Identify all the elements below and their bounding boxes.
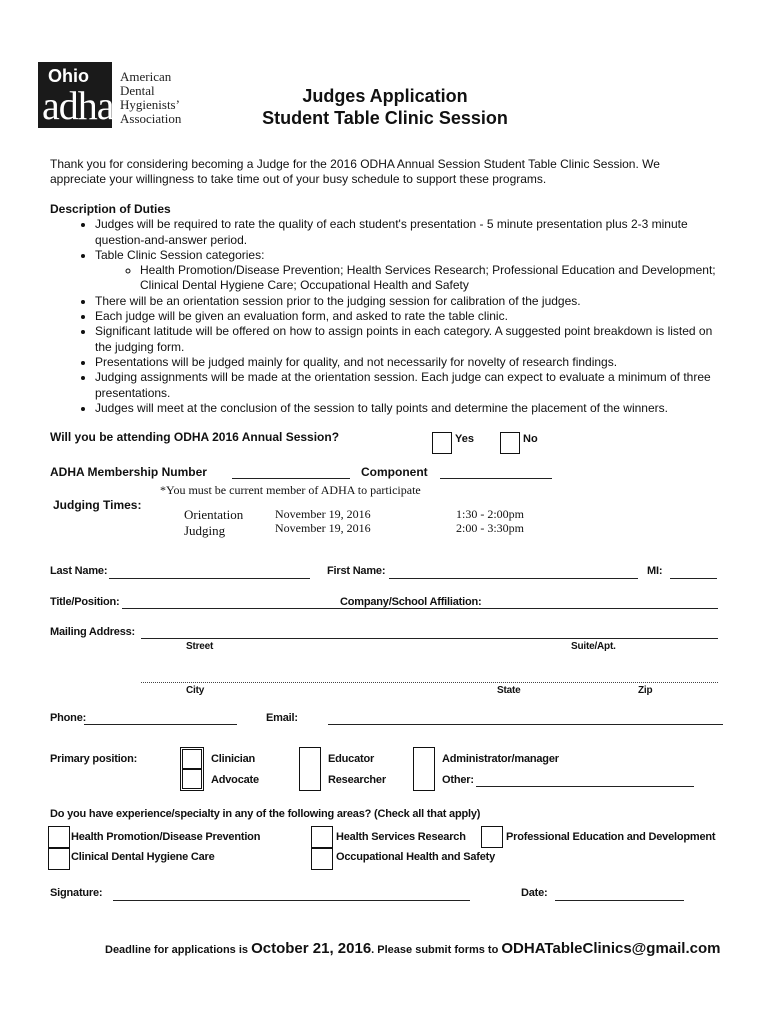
intro-line: Thank you for considering becoming a Judge for the 2016 ODHA Annual Session Student Table Clinic Session. We <box>50 157 660 171</box>
attending-question: Will you be attending ODHA 2016 Annual Session? <box>50 430 340 444</box>
logo-acronym: adha <box>42 83 114 128</box>
clinician-label: Clinician <box>211 753 256 765</box>
primary-position-checkbox-group <box>413 747 435 791</box>
primary-position-checkbox-group <box>299 747 321 791</box>
duty-item: • There will be an orientation session prior to the judging session for calibration of the judges. <box>95 294 730 309</box>
logo-org-line: American <box>120 69 172 84</box>
title-company-field[interactable] <box>122 608 718 609</box>
professional-education-checkbox[interactable] <box>481 826 503 848</box>
footer-middle: . Please submit forms to <box>371 944 502 956</box>
city-state-zip-field[interactable] <box>141 682 718 683</box>
duty-item: • Presentations will be judged mainly for quality, and not necessarily for novelty of research findings. <box>95 355 730 370</box>
date-label: Date: <box>521 887 548 899</box>
logo-org-line: Dental <box>120 83 155 98</box>
company-label: Company/School Affiliation: <box>340 596 482 608</box>
suite-caption: Suite/Apt. <box>571 641 616 652</box>
deadline-date: October 21, 2016 <box>251 940 372 957</box>
duties-list <box>50 217 730 416</box>
session-date: November 19, 2016 <box>275 521 371 535</box>
first-name-label: First Name: <box>327 565 386 577</box>
component-field[interactable] <box>440 478 552 479</box>
last-name-label: Last Name: <box>50 565 108 577</box>
street-field[interactable] <box>141 638 718 639</box>
membership-number-field[interactable] <box>232 478 350 479</box>
experience-question: Do you have experience/specialty in any of the following areas? (Check all that apply) <box>50 808 481 820</box>
page-subtitle: Student Table Clinic Session <box>262 108 508 128</box>
advocate-label: Advocate <box>211 774 259 786</box>
first-name-field[interactable] <box>389 578 638 579</box>
attending-yes-checkbox[interactable] <box>432 432 452 454</box>
last-name-field[interactable] <box>109 578 310 579</box>
duty-item-text: Table Clinic Session categories: <box>95 247 265 262</box>
date-field[interactable] <box>555 900 684 901</box>
logo-state: Ohio <box>48 66 89 86</box>
mi-field[interactable] <box>670 578 717 579</box>
primary-position-label: Primary position: <box>50 753 138 765</box>
signature-label: Signature: <box>50 887 103 899</box>
duty-item: • Judging assignments will be made at the orientation session. Each judge can expect to evaluate a minimum of three presentations. <box>95 370 730 401</box>
component-label: Component <box>361 465 428 479</box>
session-name: Orientation <box>184 507 244 522</box>
mailing-address-label: Mailing Address: <box>50 626 136 638</box>
intro-line: appreciate your willingness to take time out of your busy schedule to support these programs. <box>50 172 547 186</box>
logo-org-line: Association <box>120 111 182 126</box>
duty-item: • Judges will be required to rate the quality of each student's presentation - 5 minute presentation plus 2-3 minute question-and-answer period. <box>95 217 730 248</box>
other-label: Other: <box>442 774 474 786</box>
email-label: Email: <box>266 712 298 724</box>
advocate-checkbox[interactable] <box>182 769 202 789</box>
duty-item <box>95 248 730 294</box>
mi-label: MI: <box>647 565 663 577</box>
session-time: 1:30 - 2:00pm <box>456 507 524 521</box>
duty-item: • Each judge will be given an evaluation form, and asked to rate the table clinic. <box>95 309 730 324</box>
intro-paragraph <box>50 157 740 187</box>
judging-times-label: Judging Times: <box>53 498 142 512</box>
other-field[interactable] <box>476 786 694 787</box>
health-promotion-label: Health Promotion/Disease Prevention <box>71 831 261 843</box>
clinical-care-checkbox[interactable] <box>48 848 70 870</box>
attending-no-checkbox[interactable] <box>500 432 520 454</box>
email-field[interactable] <box>328 724 723 725</box>
membership-note: *You must be current member of ADHA to participate <box>160 483 421 497</box>
membership-label: ADHA Membership Number <box>50 465 207 479</box>
session-date: November 19, 2016 <box>275 507 371 521</box>
duties-heading: Description of Duties <box>50 202 171 216</box>
researcher-label: Researcher <box>328 774 386 786</box>
footer-prefix: Deadline for applications is <box>105 944 252 956</box>
duty-item: • Judges will meet at the conclusion of the session to tally points and determine the placement of the winners. <box>95 401 730 416</box>
educator-label: Educator <box>328 753 375 765</box>
footer-deadline <box>105 940 721 958</box>
zip-caption: Zip <box>638 685 653 696</box>
city-caption: City <box>186 685 205 696</box>
phone-label: Phone: <box>50 712 87 724</box>
duty-item: • Significant latitude will be offered on how to assign points in each category. A suggested point breakdown is listed on the judging form. <box>95 324 730 355</box>
state-caption: State <box>497 685 521 696</box>
street-caption: Street <box>186 641 214 652</box>
duties-section <box>50 202 730 416</box>
session-name: Judging <box>184 523 226 538</box>
submission-email-link[interactable]: ODHATableClinics@gmail.com <box>501 940 721 957</box>
occupational-health-label: Occupational Health and Safety <box>336 851 496 863</box>
phone-field[interactable] <box>84 724 237 725</box>
health-promotion-checkbox[interactable] <box>48 826 70 848</box>
attending-yes-label: Yes <box>455 433 474 445</box>
categories-item: ◦ Health Promotion/Disease Prevention; Health Services Research; Professional Education and Development; Clinical Dental Hygiene Care; Occupational Health and Safety <box>140 263 730 294</box>
title-position-label: Title/Position: <box>50 596 120 608</box>
logo-org-line: Hygienists’ <box>120 97 180 112</box>
administrator-label: Administrator/manager <box>442 753 559 765</box>
attending-no-label: No <box>523 433 538 445</box>
signature-field[interactable] <box>113 900 470 901</box>
professional-education-label: Professional Education and Development <box>506 831 716 843</box>
page-title: Judges Application <box>302 86 468 106</box>
categories-list <box>95 263 730 294</box>
clinician-checkbox[interactable] <box>182 749 202 769</box>
clinical-care-label: Clinical Dental Hygiene Care <box>71 851 215 863</box>
session-time: 2:00 - 3:30pm <box>456 521 524 535</box>
health-services-checkbox[interactable] <box>311 826 333 848</box>
occupational-health-checkbox[interactable] <box>311 848 333 870</box>
health-services-label: Health Services Research <box>336 831 466 843</box>
